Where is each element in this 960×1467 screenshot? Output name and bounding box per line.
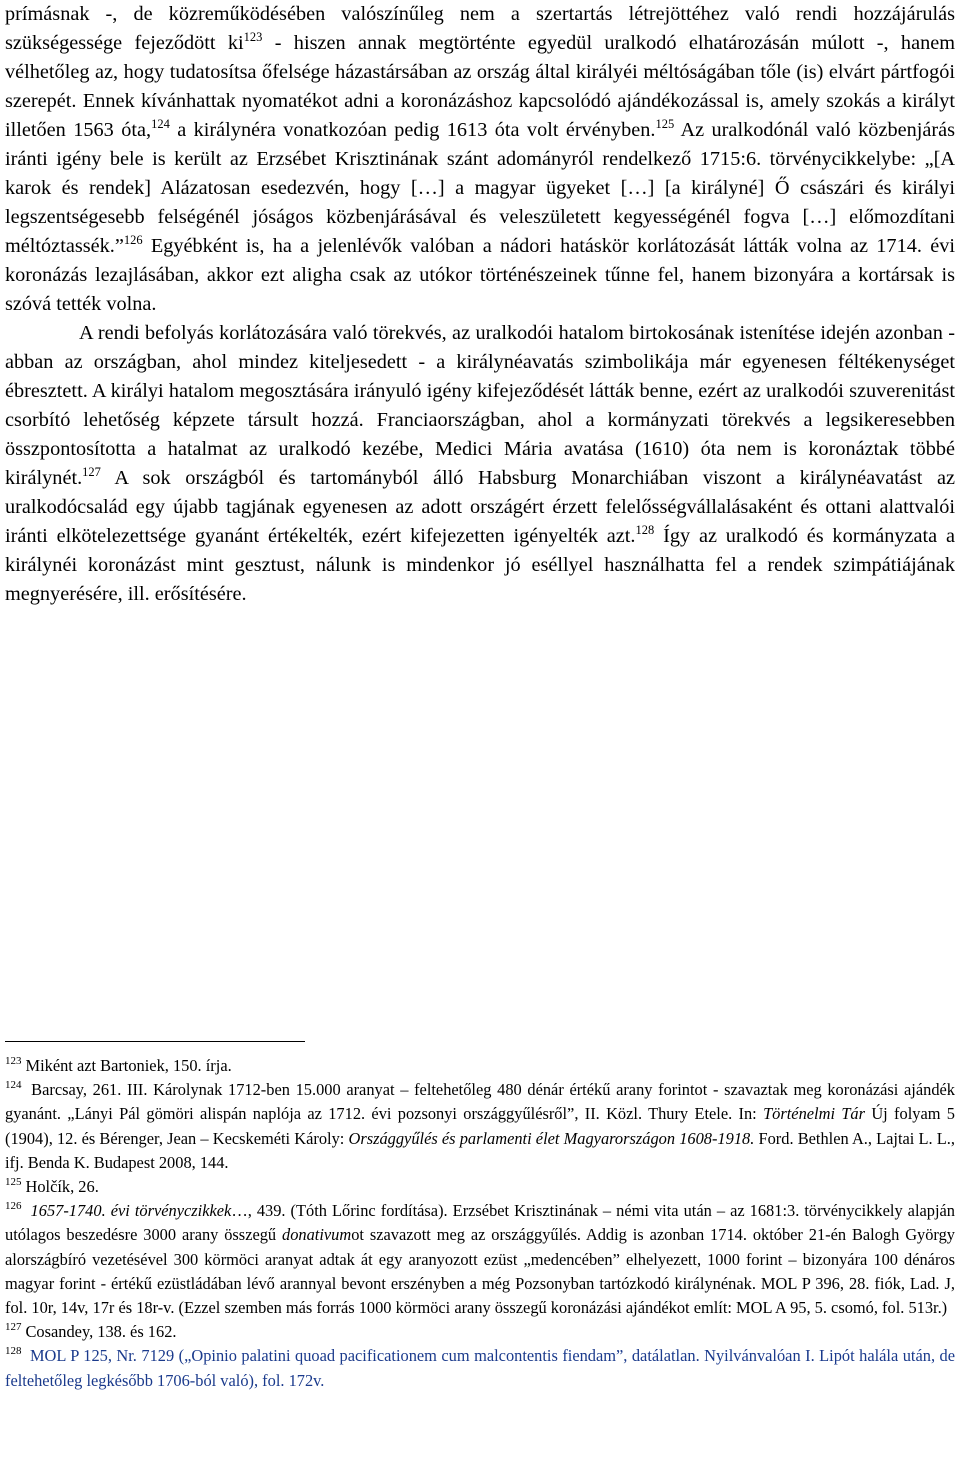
paragraph-1: prímásnak -, de közreműködésében valószínűleg nem a szertartás létrejöttéhez való rendi hozzájárulás szükségessége fejeződött $ki^{123}$ - hiszen annak megtörténte egyedül uralkodó elhatározásán múlott -, hanem vélhetőleg az, hogy tudatosítsa őfelsége házastársában az ország által királyéi méltóságában tőle (is) elvárt pártfogói szerepét. Ennek kívánhattak nyomatékot adni a koronázáshoz kapcsolódó ajándékozással is, amely szokás a királyt illetően 1563 óta,$^{124}$ a királynéra vonatkozóan pedig 1613 óta volt érvényben.$^{125}$ Az uralkodónál való közbenjárás iránti igény bele is került az Erzsébet Krisztinának szánt adományról rendelkező 1715:6. törvénycikkelybe: „[A karok és rendek] Alázatosan esedezvén, hogy […] a magyar ügyeket […] [a királyné] Ő császári és királyi legszentségesebb felségénél jóságos közbenjárásával és veleszületett kegyességénél fogva […] előmozdítani méltóztassék.”$^{126}$ Egyébként is, ha a jelenlévők valóban a nádori hatáskör korlátozását látták volna az 1714. évi koronázás lezajlásában, akkor ezt aligha csak az utókor történészeinek tűnne fel, hanem bizonyára a kortársak is szóvá tették volna. xyxy=(5,3,956,315)
footnote-ref-128[interactable]: 128 xyxy=(635,523,655,537)
footnote-separator xyxy=(5,1041,305,1042)
footnote-124: $^{124}$ Barcsay, 261. III. Károlynak 1712-ben 15.000 aranyat – feltehetőleg 480 dénár értékű arany forintot - szavaztak meg koronázási ajándék gyanánt. „Lányi Pál gömöri alispán naplója az 1712. évi pozsonyi országgyűlésről”, II. Közl. Thury Etele. In: Történelmi Tár Új folyam 5 (1904), 12. és Bérenger, Jean – Kecskeméti Károly: Országgyűlés és parlamenti élet Magyarországon 1608-1918. Ford. Bethlen A., Lajtai L. L., ifj. Benda K. Budapest 2008, 144. xyxy=(5,1079,955,1172)
footnote-ref-124[interactable]: 124 xyxy=(151,117,170,131)
footnote-128-link[interactable]: MOL P 125, Nr. 7129 („Opinio palatini quoad pacificationem cum malcontentis fiendam”, datálatlan. Nyilvánvalóan I. Lipót halála után, de feltehetőleg legkésőbb 1706-ból való), fol. 172v. xyxy=(5,1346,955,1390)
footnote-128: $^{128}$ MOL P 125, Nr. 7129 („Opinio palatini quoad pacificationem cum malcontentis fiendam”, datálatlan. Nyilvánvalóan I. Lipót halála után, de feltehetőleg legkésőbb 1706-ból való), fol. 172v. xyxy=(5,1345,955,1390)
footnote-126: $^{126}$ 1657-1740. évi törvényczikkek…, 439. (Tóth Lőrinc fordítása). Erzsébet Krisztinának – némi vita után – az 1681:3. törvénycikkely alapján utólagos beszedésre 3000 arany összegű donativumot szavazott meg az országgyűlés. Addig is azonban 1714. október 21-én Balogh György alországbíró vezetésével 300 körmöci aranyat adtak át egy aranyozott ezüst „medencében” elhelyezett, 1000 forint – bizonyára 100 dénáros magyar forint - értékű ezüstládában lévő arannyal bevont erszényben a még Pozsonyban tartózkodó királynénak. MOL P 396, 28. fiók, Lad. J, fol. 10r, 14v, 17r és 18r-v. (Ezzel szemben más forrás 1000 körmöci arany összegű koronázási ajándékot említ: MOL A 95, 5. csomó, fol. 513r.) xyxy=(5,1200,955,1318)
paragraph-2: A rendi befolyás korlátozására való törekvés, az uralkodói hatalom birtokosának istenítése idején azonban - abban az országban, ahol mindez kiteljesedett - a királynéavatás szimbolikája már egyenesen féltékenységet ébresztett. A királyi hatalom megosztására irányuló igény kifejeződését látták benne, ezért az uralkodói szuverenitást csorbító lehetőség képzete társult hozzá. Franciaországban, ahol a kormányzati törekvés a legsikeresebben összpontosította a hatalmat az uralkodó kezébe, Medici Mária avatása (1610) óta nem is koronáztak többé királynét.$^{127}$ A sok országból és tartományból álló Habsburg Monarchiában viszont a királynéavatást az uralkodócsalád egy újabb tagjának egyenesen az adott országért érzett felelősségvállalásaként és ottani alattvalói iránti elkötelezettsége gyanánt értékelték, ezért kifejezetten igényelték azt.$^{128}$ Így az uralkodó és kormányzata a királynéi koronázást mint gesztust, nálunk is mindenkor jó eséllyel használhatta fel a rendek szimpátiájának megnyerésére, ill. erősítésére. xyxy=(5,322,955,605)
footnote-ref-126[interactable]: 126 xyxy=(123,233,143,247)
footnotes xyxy=(5,1054,955,1393)
footnote-127: $^{127}$ Cosandey, 138. és 162. xyxy=(5,1321,177,1342)
footnote-125: $^{125}$ Holčík, 26. xyxy=(5,1176,99,1197)
footnote-ref-127[interactable]: 127 xyxy=(82,465,101,479)
footnote-ref-123[interactable]: 123 xyxy=(243,30,263,44)
footnote-ref-125[interactable]: 125 xyxy=(655,117,675,131)
main-text xyxy=(5,0,955,609)
footnote-123: $^{123}$ Miként azt Bartoniek, 150. írja. xyxy=(5,1055,232,1075)
